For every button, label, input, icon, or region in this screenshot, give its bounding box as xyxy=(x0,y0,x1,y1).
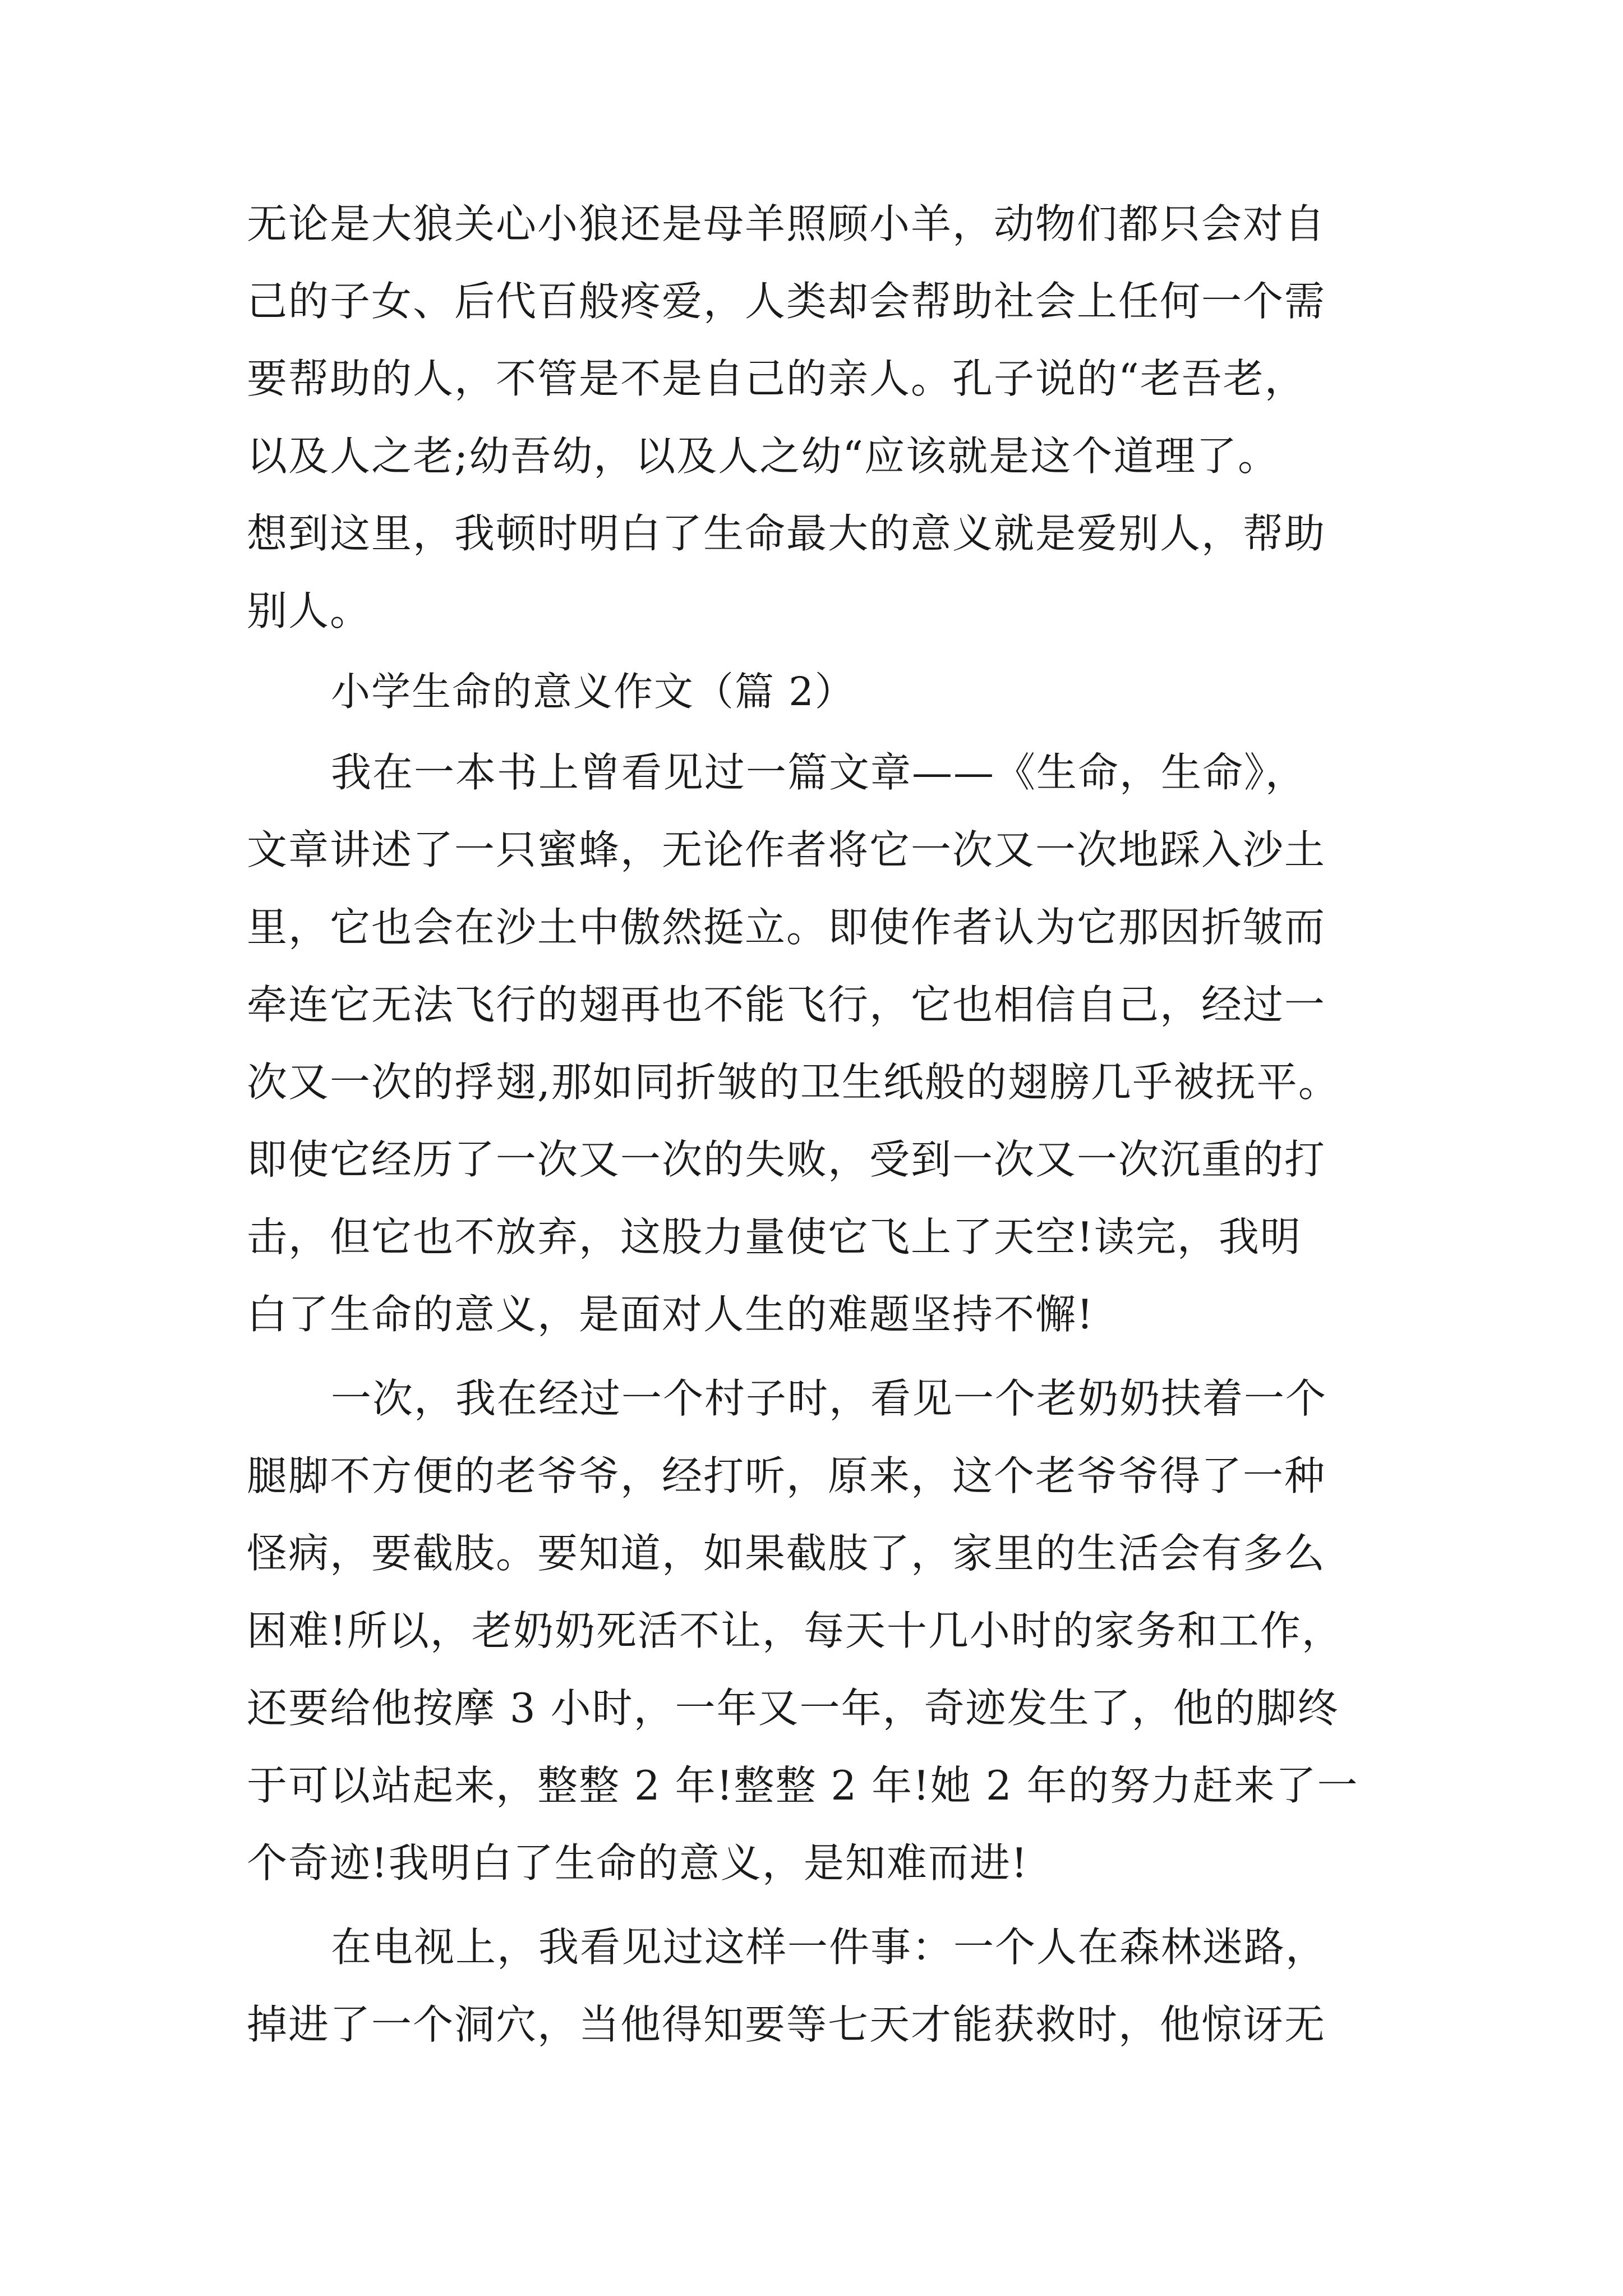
paragraph-1 xyxy=(247,185,1402,650)
text-line: 要帮助的人，不管是不是自己的亲人。孔子说的“老吾老， xyxy=(247,355,1306,402)
text-line: 击，但它也不放弃，这股力量使它飞上了天空!读完，我明 xyxy=(247,1213,1302,1260)
text-line: 己的子女、后代百般疼爱，人类却会帮助社会上任何一个需 xyxy=(247,278,1326,325)
section-heading: 小学生命的意义作文（篇 2） xyxy=(331,669,855,715)
text-line: 想到这里，我顿时明白了生命最大的意义就是爱别人，帮助 xyxy=(247,510,1326,557)
paragraph-2 xyxy=(247,734,1402,1353)
document-page xyxy=(247,185,1402,2063)
paragraph-3 xyxy=(247,1360,1402,1902)
text-line: 无论是大狼关心小狼还是母羊照顾小羊，动物们都只会对自 xyxy=(247,200,1326,247)
text-line: 文章讲述了一只蜜蜂，无论作者将它一次又一次地踩入沙土 xyxy=(247,826,1326,873)
text-line: 困难!所以，老奶奶死活不让，每天十几小时的家务和工作， xyxy=(247,1607,1343,1654)
text-line: 里，它也会在沙土中傲然挺立。即使作者认为它那因折皱而 xyxy=(247,904,1326,951)
text-line: 腿脚不方便的老爷爷，经打听，原来，这个老爷爷得了一种 xyxy=(247,1452,1326,1499)
text-line: 怪病，要截肢。要知道，如果截肢了，家里的生活会有多么 xyxy=(247,1530,1326,1577)
text-line: 我在一本书上曾看见过一篇文章——《生命，生命》， xyxy=(331,749,1307,796)
text-line: 白了生命的意义，是面对人生的难题坚持不懈! xyxy=(247,1291,1094,1338)
text-line: 以及人之老;幼吾幼，以及人之幼“应该就是这个道理了。 xyxy=(247,432,1280,480)
text-line: 在电视上，我看见过这样一件事：一个人在森林迷路， xyxy=(331,1924,1327,1971)
text-line: 还要给他按摩 3 小时，一年又一年，奇迹发生了，他的脚终 xyxy=(247,1685,1339,1732)
text-line: 即使它经历了一次又一次的失败，受到一次又一次沉重的打 xyxy=(247,1136,1326,1183)
text-line: 个奇迹!我明白了生命的意义，是知难而进! xyxy=(247,1839,1029,1887)
text-line: 掉进了一个洞穴，当他得知要等七天才能获救时，他惊讶无 xyxy=(247,2001,1326,2048)
text-line: 于可以站起来，整整 2 年!整整 2 年!她 2 年的努力赶来了一 xyxy=(247,1762,1359,1809)
text-line: 次又一次的捊翅,那如同折皱的卫生纸般的翅膀几乎被抚平。 xyxy=(247,1059,1340,1106)
text-line: 一次，我在经过一个村子时，看见一个老奶奶扶着一个 xyxy=(331,1375,1327,1422)
paragraph-4 xyxy=(247,1908,1402,2063)
text-line: 牵连它无法飞行的翅再也不能飞行，它也相信自己，经过一 xyxy=(247,981,1326,1028)
text-line: 别人。 xyxy=(247,587,372,634)
